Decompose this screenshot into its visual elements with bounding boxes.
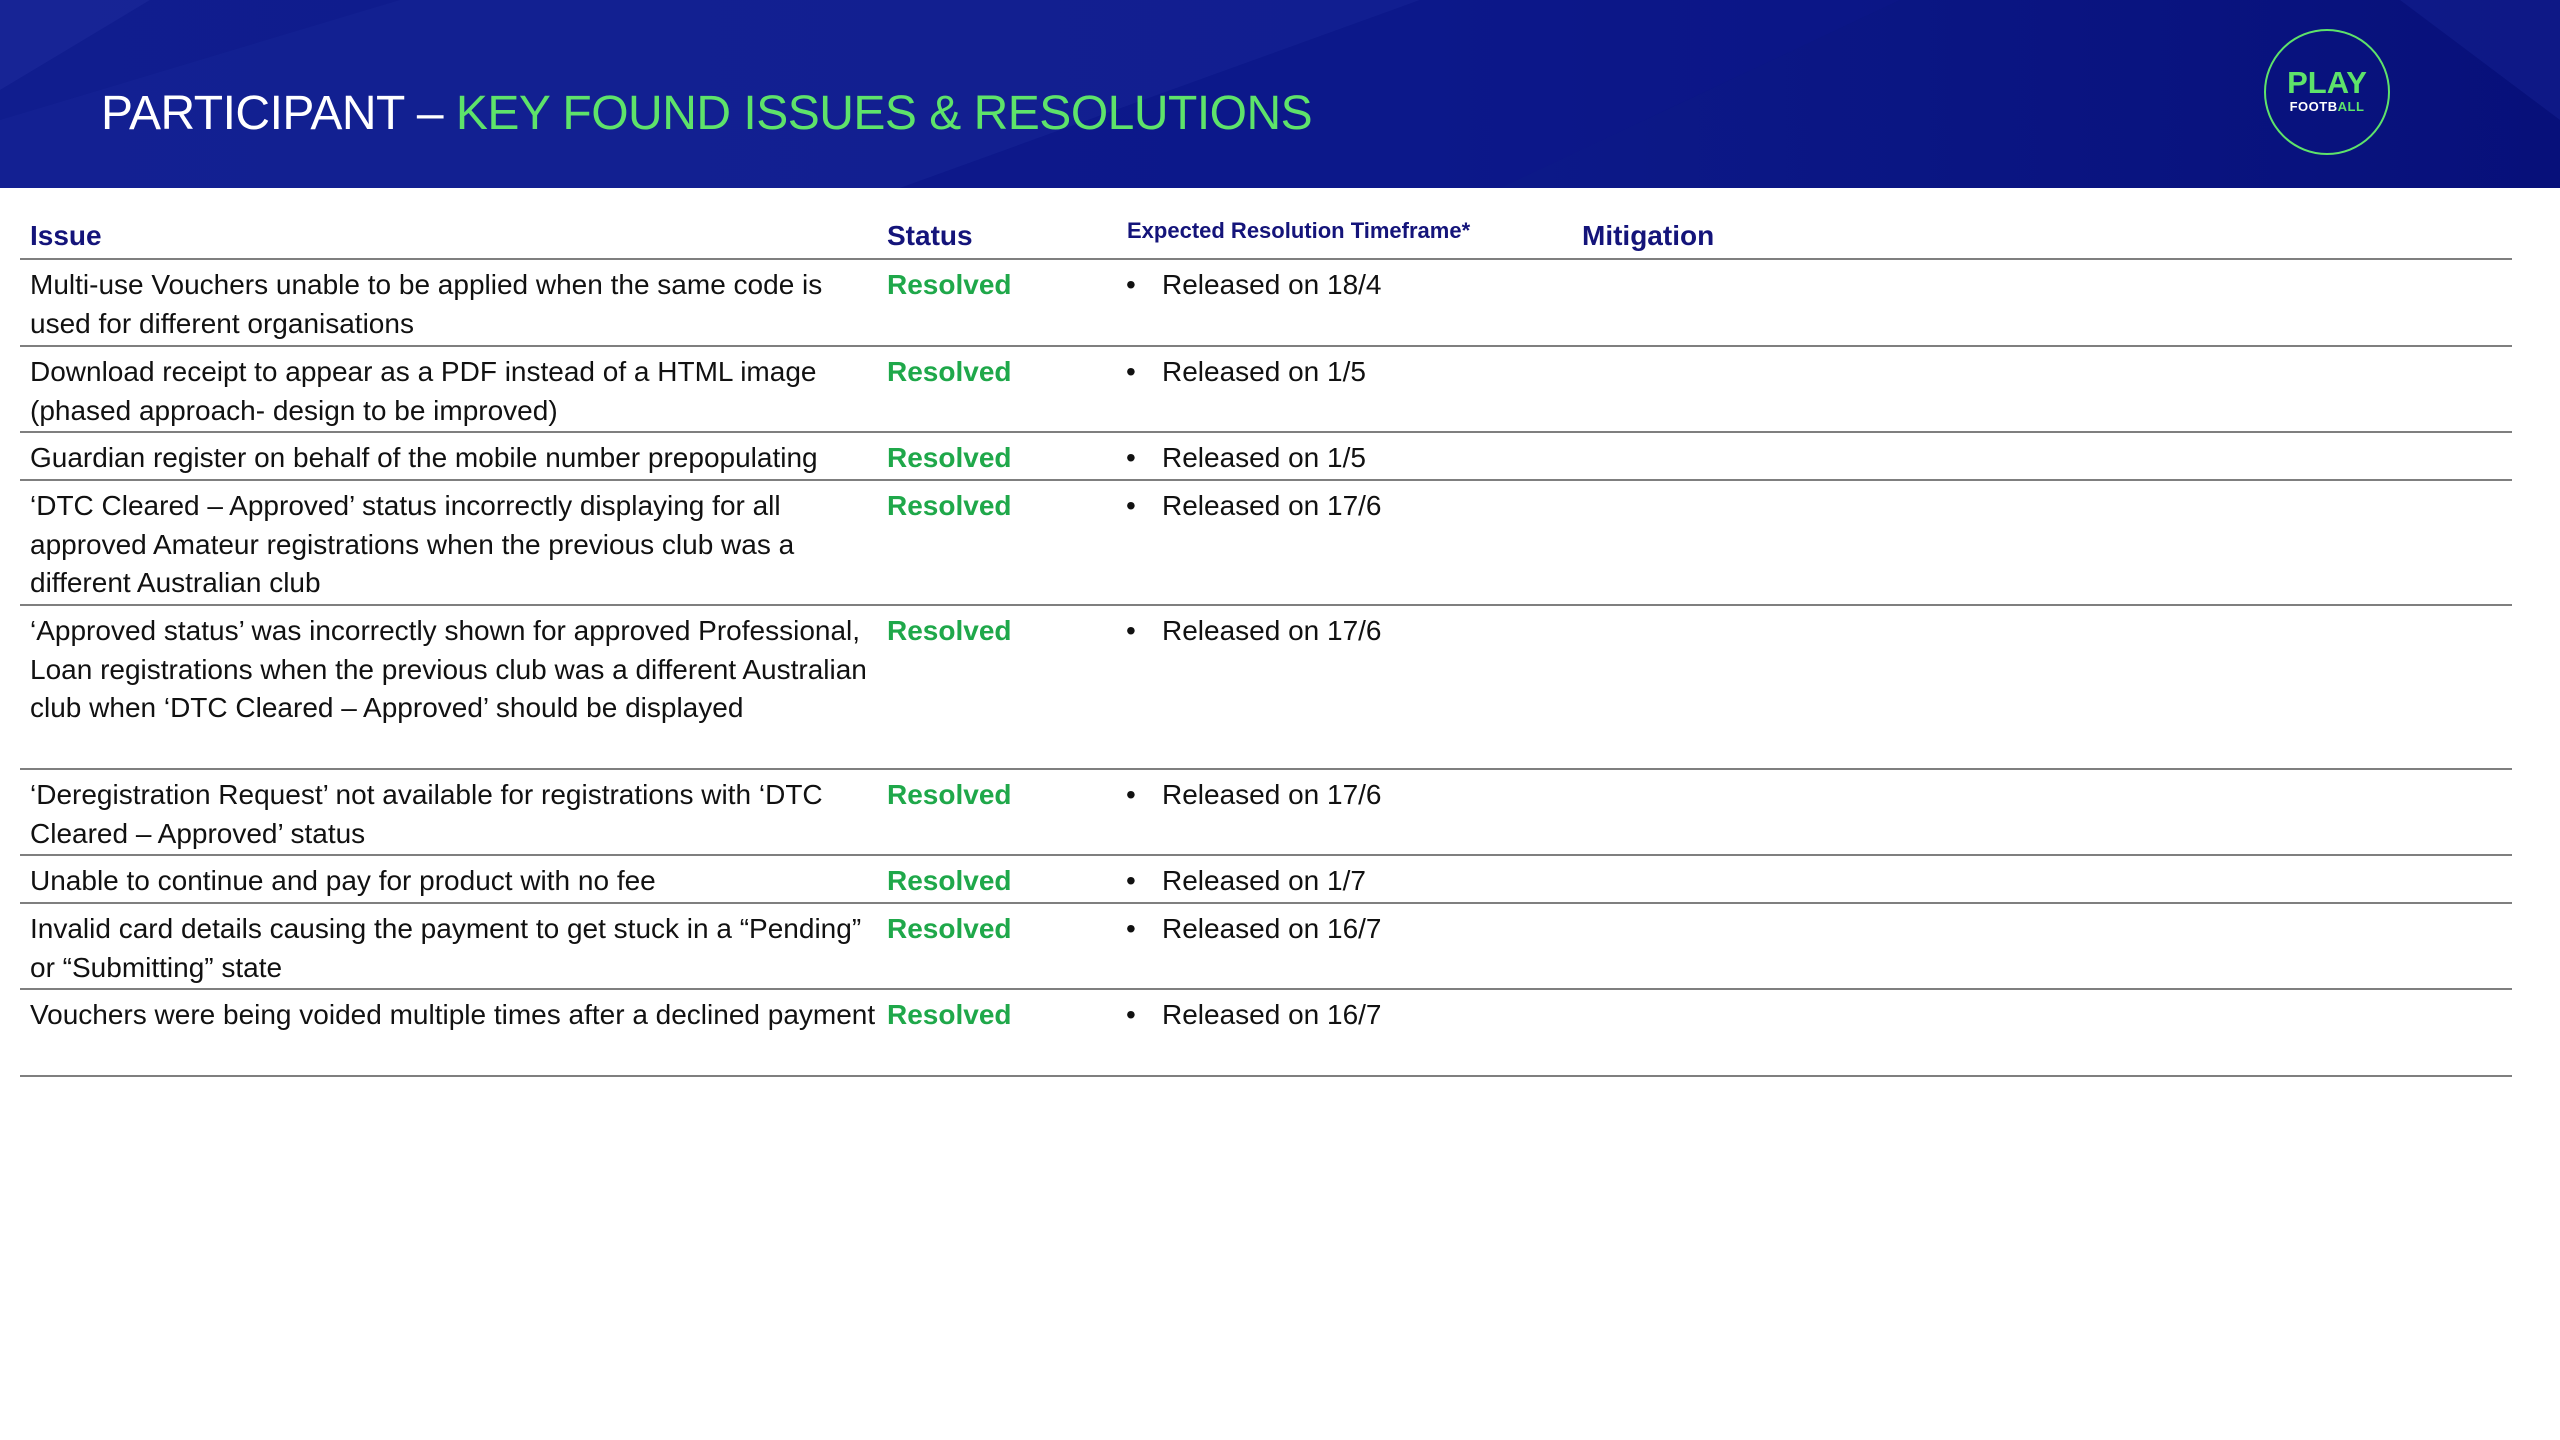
status-cell: Resolved	[887, 865, 1012, 896]
bullet-icon: •	[1126, 615, 1136, 646]
resolution-text: Released on 16/7	[1162, 999, 1382, 1030]
table-row	[20, 433, 2512, 481]
column-header-mitigation: Mitigation	[1582, 220, 1715, 251]
issue-cell: Download receipt to appear as a PDF instead of a HTML image (phased approach- design to be improved)	[30, 356, 817, 426]
resolution-cell	[1126, 612, 1382, 651]
issue-cell: Invalid card details causing the payment to get stuck in a “Pending” or “Submitting” state	[30, 913, 862, 983]
status-cell: Resolved	[887, 442, 1012, 473]
table-row	[20, 347, 2512, 433]
issue-cell: Vouchers were being voided multiple times after a declined payment	[30, 999, 876, 1030]
resolution-cell	[1126, 776, 1382, 815]
bullet-icon: •	[1126, 779, 1136, 810]
bullet-icon: •	[1126, 913, 1136, 944]
table-row	[20, 606, 2512, 770]
table-row	[20, 990, 2512, 1077]
title-prefix: PARTICIPANT –	[101, 87, 456, 140]
logo-word-football	[2266, 100, 2388, 114]
resolution-cell	[1126, 996, 1382, 1035]
status-cell: Resolved	[887, 999, 1012, 1030]
status-cell: Resolved	[887, 913, 1012, 944]
issue-cell: Guardian register on behalf of the mobile number prepopulating	[30, 442, 818, 473]
table-row	[20, 904, 2512, 990]
bullet-icon: •	[1126, 356, 1136, 387]
resolution-cell	[1126, 266, 1382, 305]
issue-cell: ‘Deregistration Request’ not available for registrations with ‘DTC Cleared – Approved’ status	[30, 779, 823, 849]
resolution-text: Released on 16/7	[1162, 913, 1382, 944]
logo-football-part1: FOOTB	[2289, 99, 2338, 114]
resolution-text: Released on 1/5	[1162, 356, 1366, 387]
resolution-text: Released on 17/6	[1162, 490, 1382, 521]
resolution-text: Released on 17/6	[1162, 779, 1382, 810]
resolution-text: Released on 18/4	[1162, 269, 1382, 300]
bullet-icon: •	[1126, 269, 1136, 300]
table-row	[20, 770, 2512, 856]
issue-cell: Unable to continue and pay for product with no fee	[30, 865, 656, 896]
resolution-text: Released on 17/6	[1162, 615, 1382, 646]
issue-cell: ‘Approved status’ was incorrectly shown for approved Professional, Loan registrations when the previous club was a different Australian club when ‘DTC Cleared – Approved’ should be displayed	[30, 615, 867, 723]
resolution-cell	[1126, 353, 1366, 392]
bullet-icon: •	[1126, 442, 1136, 473]
title-accent: KEY FOUND ISSUES & RESOLUTIONS	[455, 87, 1313, 140]
status-cell: Resolved	[887, 269, 1012, 300]
bullet-icon: •	[1126, 999, 1136, 1030]
play-football-logo	[2264, 29, 2390, 155]
logo-football-part2: ALL	[2337, 99, 2365, 114]
status-cell: Resolved	[887, 356, 1012, 387]
table-row	[20, 260, 2512, 347]
status-cell: Resolved	[887, 490, 1012, 521]
bullet-icon: •	[1126, 865, 1136, 896]
column-header-timeframe: Expected Resolution Timeframe*	[1127, 218, 1471, 243]
issues-table	[20, 208, 2512, 1077]
resolution-text: Released on 1/5	[1162, 442, 1366, 473]
table-row	[20, 856, 2512, 904]
column-header-status: Status	[887, 220, 973, 251]
bullet-icon: •	[1126, 490, 1136, 521]
column-header-issue: Issue	[30, 220, 102, 251]
resolution-cell	[1126, 439, 1366, 478]
resolution-cell	[1126, 910, 1382, 949]
logo-word-play: PLAY	[2287, 65, 2367, 100]
status-cell: Resolved	[887, 779, 1012, 810]
issue-cell: Multi-use Vouchers unable to be applied when the same code is used for different organisations	[30, 269, 823, 339]
issue-cell: ‘DTC Cleared – Approved’ status incorrectly displaying for all approved Amateur registrations when the previous club was a different Australian club	[30, 490, 795, 598]
resolution-text: Released on 1/7	[1162, 865, 1366, 896]
resolution-cell	[1126, 487, 1382, 526]
table-row	[20, 481, 2512, 606]
page-title	[101, 82, 1312, 146]
status-cell: Resolved	[887, 615, 1012, 646]
header-banner	[0, 0, 2560, 188]
table-header-row	[20, 208, 2512, 260]
resolution-cell	[1126, 862, 1366, 901]
